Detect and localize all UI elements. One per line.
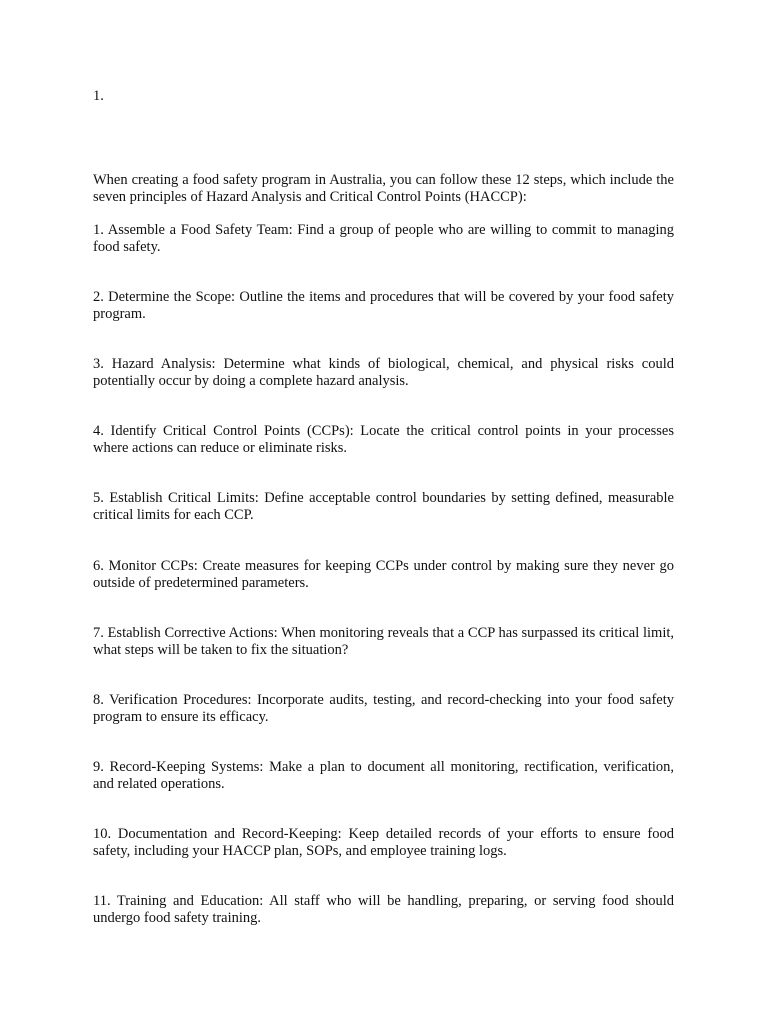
section-number: 1. (93, 88, 104, 104)
step-7: 7. Establish Corrective Actions: When monitoring reveals that a CCP has surpassed its critical limit, what steps will be taken to fix the situation? (93, 625, 674, 658)
step-5: 5. Establish Critical Limits: Define acceptable control boundaries by setting defined, measurable critical limits for each CCP. (93, 490, 674, 523)
intro-paragraph: When creating a food safety program in Australia, you can follow these 12 steps, which include the seven principles of Hazard Analysis and Critical Control Points (HACCP): (93, 172, 674, 205)
step-1: 1. Assemble a Food Safety Team: Find a group of people who are willing to commit to managing food safety. (93, 222, 674, 255)
step-2: 2. Determine the Scope: Outline the items and procedures that will be covered by your food safety program. (93, 289, 674, 322)
step-3: 3. Hazard Analysis: Determine what kinds of biological, chemical, and physical risks could potentially occur by doing a complete hazard analysis. (93, 356, 674, 389)
step-8: 8. Verification Procedures: Incorporate audits, testing, and record-checking into your food safety program to ensure its efficacy. (93, 692, 674, 725)
step-6: 6. Monitor CCPs: Create measures for keeping CCPs under control by making sure they never go outside of predetermined parameters. (93, 558, 674, 591)
step-4: 4. Identify Critical Control Points (CCPs): Locate the critical control points in your processes where actions can reduce or eliminate risks. (93, 423, 674, 456)
step-11: 11. Training and Education: All staff who will be handling, preparing, or serving food should undergo food safety training. (93, 893, 674, 926)
step-10: 10. Documentation and Record-Keeping: Keep detailed records of your efforts to ensure food safety, including your HACCP plan, SOPs, and employee training logs. (93, 826, 674, 859)
step-9: 9. Record-Keeping Systems: Make a plan to document all monitoring, rectification, verification, and related operations. (93, 759, 674, 792)
